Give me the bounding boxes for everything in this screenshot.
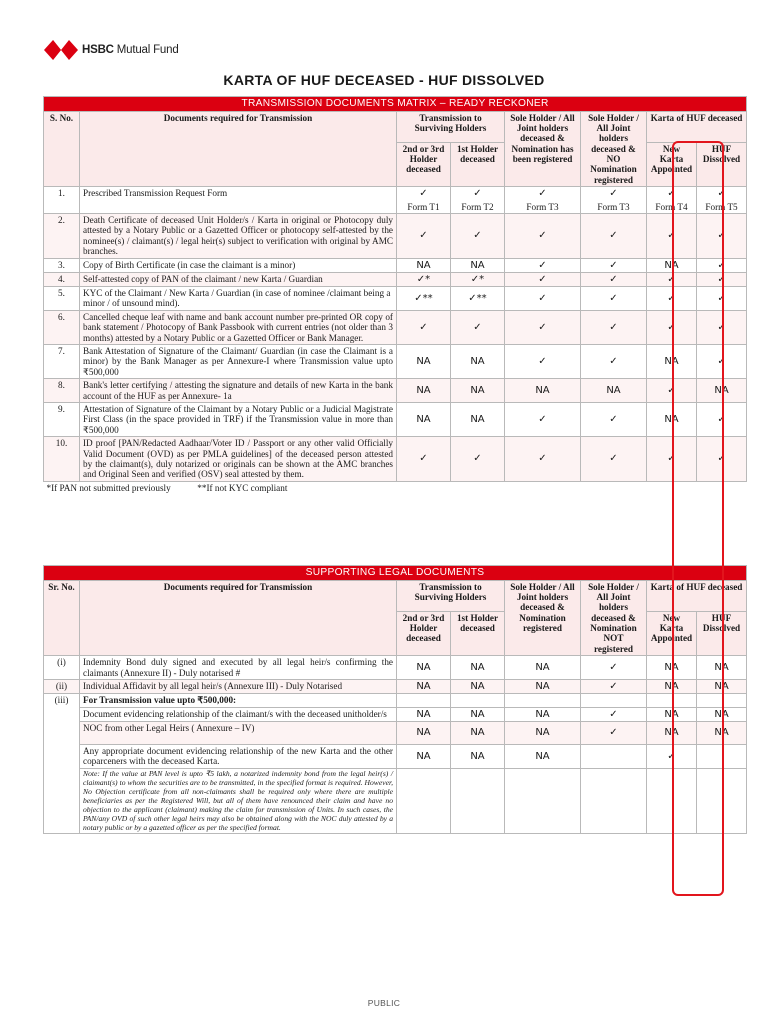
cell-huf-dissolved: NA [697, 680, 747, 694]
document-text: Bank Attestation of Signature of the Claimant/ Guardian (in case the Claimant is a minor) by the Bank Manager as per Annexure-I where Transmission value upto ₹500,000 [80, 345, 397, 379]
tick-mark: ✓ [667, 188, 676, 200]
cell-sole-not-registered: ✓ [581, 656, 647, 680]
form-label: Form T1 [407, 201, 440, 212]
table-row [44, 403, 747, 437]
matrix-banner: TRANSMISSION DOCUMENTS MATRIX – READY RECKONER [44, 97, 747, 112]
cell-huf-dissolved: NA [697, 379, 747, 403]
row-number: 8. [44, 379, 80, 403]
cell-sole-registered: ✓ [505, 258, 581, 272]
cell-new-karta [647, 187, 697, 214]
cell-huf-dissolved: ✓ [697, 437, 747, 482]
cell-new-karta: NA [647, 656, 697, 680]
cell-new-karta: NA [647, 345, 697, 379]
row-number: (ii) [44, 680, 80, 694]
row-number: 4. [44, 272, 80, 286]
document-text: KYC of the Claimant / New Karta / Guardian (in case of nominee /claimant being a minor / of unsound mind). [80, 287, 397, 311]
document-text: For Transmission value upto ₹500,000: [80, 694, 397, 707]
form-label: Form T3 [526, 201, 559, 212]
cell-sole-not-registered: ✓ [581, 310, 647, 344]
cell-1st-holder [451, 187, 505, 214]
cell-sole-not-registered: ✓ [581, 213, 647, 258]
table-row [44, 213, 747, 258]
document-text: NOC from other Legal Heirs ( Annexure – IV) [80, 722, 397, 745]
document-text: Self-attested copy of PAN of the claimant / new Karta / Guardian [80, 272, 397, 286]
cell-1st-holder: NA [451, 379, 505, 403]
cell-2nd-holder: NA [397, 722, 451, 745]
cell-new-karta: NA [647, 680, 697, 694]
row-number: (iii) [44, 694, 80, 834]
tick-mark: ✓ [538, 188, 547, 200]
brand-name: HSBC Mutual Fund [82, 44, 179, 56]
col-sole-not-registered: Sole Holder / All Joint holders deceased & Nomination NOT registered [581, 580, 647, 656]
document-text: Attestation of Signature of the Claimant by a Notary Public or a Judicial Magistrate First Class (in the space provided in TRF) if the Transmission value in more than ₹500,000 [80, 403, 397, 437]
cell-sole-not-registered: ✓ [581, 403, 647, 437]
cell-2nd-holder: ✓ [397, 213, 451, 258]
cell-sole-not-registered [581, 745, 647, 769]
document-text: Indemnity Bond duly signed and executed by all legal heir/s confirming the claimants (Annexure II) - Duly notarised # [80, 656, 397, 680]
cell-new-karta: ✓ [647, 272, 697, 286]
cell-sole-registered: NA [505, 680, 581, 694]
cell-new-karta: ✓ [647, 437, 697, 482]
tick-mark: ✓ [609, 188, 618, 200]
cell-huf-dissolved: ✓ [697, 213, 747, 258]
cell-1st-holder: ✓ [451, 310, 505, 344]
supporting-banner: SUPPORTING LEGAL DOCUMENTS [44, 566, 747, 581]
form-label: Form T3 [597, 201, 630, 212]
cell-2nd-holder [397, 187, 451, 214]
col-surviving: Transmission to Surviving Holders [397, 111, 505, 142]
form-label: Form T5 [705, 201, 738, 212]
classification-label: PUBLIC [367, 998, 401, 1008]
col-docs: Documents required for Transmission [80, 580, 397, 656]
cell-2nd-holder: ✓ [397, 310, 451, 344]
col-karta: Karta of HUF deceased [647, 580, 747, 611]
cell-1st-holder: NA [451, 745, 505, 769]
document-text: Document evidencing relationship of the claimant/s with the deceased unitholder/s [80, 707, 397, 721]
cell-huf-dissolved: ✓ [697, 258, 747, 272]
table-row [44, 310, 747, 344]
col-huf-dissolved: HUF Dissolved [697, 142, 747, 187]
cell-sole-not-registered: ✓ [581, 707, 647, 721]
col-1st-holder: 1st Holder deceased [451, 142, 505, 187]
document-text: Any appropriate document evidencing relationship of the new Karta and the other coparceners with the deceased Karta. [80, 745, 397, 769]
col-surviving: Transmission to Surviving Holders [397, 580, 505, 611]
col-new-karta: New Karta Appointed [647, 142, 697, 187]
col-sno: S. No. [44, 111, 80, 187]
matrix-footnote [44, 481, 747, 494]
cell-huf-dissolved: ✓ [697, 345, 747, 379]
table-row [44, 272, 747, 286]
cell-sole-registered: NA [505, 722, 581, 745]
document-text: Death Certificate of deceased Unit Holder/s / Karta in original or Photocopy duly attested by a Notary Public or a Gazetted Officer or photocopy self-attested by the nominee(s) / claimant(s) / legal heir(s) subject to verification with original by AMC branches. [80, 213, 397, 258]
col-sole-not-registered: Sole Holder / All Joint holders deceased & NO Nomination registered [581, 111, 647, 187]
table-row [44, 707, 747, 721]
cell-new-karta: NA [647, 403, 697, 437]
cell-1st-holder: NA [451, 722, 505, 745]
cell-new-karta: ✓ [647, 379, 697, 403]
table-row [44, 768, 747, 834]
cell-1st-holder: NA [451, 707, 505, 721]
cell-huf-dissolved: ✓ [697, 403, 747, 437]
cell-new-karta: ✓ [647, 287, 697, 311]
cell-huf-dissolved: ✓ [697, 310, 747, 344]
cell-huf-dissolved: ✓ [697, 287, 747, 311]
table-row [44, 656, 747, 680]
cell-2nd-holder: NA [397, 745, 451, 769]
tick-mark: ✓ [473, 188, 482, 200]
cell-sole-registered: NA [505, 379, 581, 403]
cell-1st-holder: NA [451, 680, 505, 694]
cell-huf-dissolved [697, 745, 747, 769]
table-row [44, 680, 747, 694]
footnote-kyc: **If not KYC compliant [197, 482, 288, 493]
col-1st-holder: 1st Holder deceased [451, 611, 505, 656]
row-number: 9. [44, 403, 80, 437]
row-number: 10. [44, 437, 80, 482]
col-karta: Karta of HUF deceased [647, 111, 747, 142]
col-new-karta: New Karta Appointed [647, 611, 697, 656]
table-row [44, 722, 747, 745]
cell-2nd-holder: ✓* [397, 272, 451, 286]
cell-new-karta: NA [647, 722, 697, 745]
col-2nd-holder: 2nd or 3rd Holder deceased [397, 142, 451, 187]
table-row [44, 287, 747, 311]
cell-2nd-holder: NA [397, 258, 451, 272]
row-number: 3. [44, 258, 80, 272]
cell-1st-holder: ✓ [451, 213, 505, 258]
col-sole-registered: Sole Holder / All Joint holders deceased & Nomination has been registered [505, 111, 581, 187]
cell-sole-registered: ✓ [505, 272, 581, 286]
row-number: 1. [44, 187, 80, 214]
cell-1st-holder: NA [451, 258, 505, 272]
cell-huf-dissolved: NA [697, 707, 747, 721]
table-row [44, 258, 747, 272]
cell-sole-registered: ✓ [505, 287, 581, 311]
cell-sole-registered: NA [505, 656, 581, 680]
supporting-documents-table [43, 565, 747, 834]
cell-1st-holder: NA [451, 403, 505, 437]
cell-sole-not-registered: ✓ [581, 258, 647, 272]
row-number: (i) [44, 656, 80, 680]
col-huf-dissolved: HUF Dissolved [697, 611, 747, 656]
document-text: Individual Affidavit by all legal heir/s (Annexure III) - Duly Notarised [80, 680, 397, 694]
cell-sole-registered: ✓ [505, 403, 581, 437]
table-row [44, 745, 747, 769]
cell-sole-not-registered: ✓ [581, 345, 647, 379]
table-row [44, 694, 747, 707]
cell-huf-dissolved [697, 187, 747, 214]
hsbc-hexagon-icon [44, 40, 78, 60]
col-2nd-holder: 2nd or 3rd Holder deceased [397, 611, 451, 656]
cell-2nd-holder: ✓ [397, 437, 451, 482]
cell-new-karta: NA [647, 707, 697, 721]
transmission-matrix-table [43, 96, 747, 494]
hsbc-logo [44, 40, 179, 60]
cell-sole-registered: NA [505, 707, 581, 721]
col-sole-registered: Sole Holder / All Joint holders deceased & Nomination registered [505, 580, 581, 656]
tick-mark: ✓ [419, 188, 428, 200]
table-row [44, 345, 747, 379]
cell-new-karta: ✓ [647, 745, 697, 769]
form-label: Form T2 [461, 201, 494, 212]
document-text: Cancelled cheque leaf with name and bank account number pre-printed OR copy of bank statement / Photocopy of Bank Passbook with current entries (not older than 3 months) attested by a Notary Public or a Gazetted Officer or Bank Manager. [80, 310, 397, 344]
cell-1st-holder: ✓* [451, 272, 505, 286]
cell-2nd-holder: NA [397, 656, 451, 680]
row-number: 5. [44, 287, 80, 311]
cell-new-karta: ✓ [647, 310, 697, 344]
cell-sole-not-registered: NA [581, 379, 647, 403]
cell-huf-dissolved: NA [697, 656, 747, 680]
cell-new-karta: ✓ [647, 213, 697, 258]
cell-2nd-holder: NA [397, 403, 451, 437]
row-number: 6. [44, 310, 80, 344]
table-row [44, 437, 747, 482]
cell-sole-registered [505, 187, 581, 214]
cell-sole-not-registered: ✓ [581, 722, 647, 745]
cell-2nd-holder: NA [397, 379, 451, 403]
cell-2nd-holder: NA [397, 680, 451, 694]
table-row [44, 379, 747, 403]
form-label: Form T4 [655, 201, 688, 212]
cell-sole-registered: ✓ [505, 437, 581, 482]
page-title: KARTA OF HUF DECEASED - HUF DISSOLVED [223, 72, 545, 88]
document-text: Copy of Birth Certificate (in case the claimant is a minor) [80, 258, 397, 272]
tick-mark: ✓ [717, 188, 726, 200]
cell-huf-dissolved: NA [697, 722, 747, 745]
row-number: 7. [44, 345, 80, 379]
cell-sole-not-registered: ✓ [581, 680, 647, 694]
footnote-pan: *If PAN not submitted previously [46, 482, 171, 493]
document-text: ID proof [PAN/Redacted Aadhaar/Voter ID / Passport or any other valid Officially Valid Document (OVD) as per PMLA guidelines] of the deceased person attested by the claimant(s), duly notarized or originals can be shown at the AMC branches and Original Seen and verified (OSV) seal attested by them. [80, 437, 397, 482]
note-text: Note: If the value at PAN level is upto ₹5 lakh, a notarized indemnity bond from the legal heir(s) / claimant(s) to whom the securities are to be transmitted, in the specified format is required. However, No Objection certificate from all non-claimants shall be required only where there are multiple beneficiaries as per the Registered Will, but all of them have renounced their claim and have no objection to the applicant (claimant) making the claim for transmission of Units. In such cases, the PAN/any OVD of such other legal heirs may also be obtained along with the NOC duly attested by a notary public or by a gazetted officer as per the specified format. [80, 768, 397, 834]
cell-1st-holder: ✓ [451, 437, 505, 482]
cell-1st-holder: NA [451, 656, 505, 680]
cell-sole-not-registered: ✓ [581, 437, 647, 482]
cell-sole-not-registered: ✓ [581, 272, 647, 286]
table-row [44, 187, 747, 214]
cell-2nd-holder: NA [397, 707, 451, 721]
document-text: Prescribed Transmission Request Form [80, 187, 397, 214]
cell-1st-holder: ✓** [451, 287, 505, 311]
document-text: Bank's letter certifying / attesting the signature and details of new Karta in the bank account of the HUF as per Annexure- 1a [80, 379, 397, 403]
cell-2nd-holder: ✓** [397, 287, 451, 311]
col-docs: Documents required for Transmission [80, 111, 397, 187]
row-number: 2. [44, 213, 80, 258]
cell-sole-not-registered [581, 187, 647, 214]
cell-sole-registered: NA [505, 745, 581, 769]
cell-huf-dissolved: ✓ [697, 272, 747, 286]
cell-sole-registered: ✓ [505, 345, 581, 379]
col-srno: Sr. No. [44, 580, 80, 656]
cell-sole-registered: ✓ [505, 213, 581, 258]
cell-2nd-holder: NA [397, 345, 451, 379]
cell-sole-not-registered: ✓ [581, 287, 647, 311]
cell-new-karta: NA [647, 258, 697, 272]
cell-sole-registered: ✓ [505, 310, 581, 344]
cell-1st-holder: NA [451, 345, 505, 379]
